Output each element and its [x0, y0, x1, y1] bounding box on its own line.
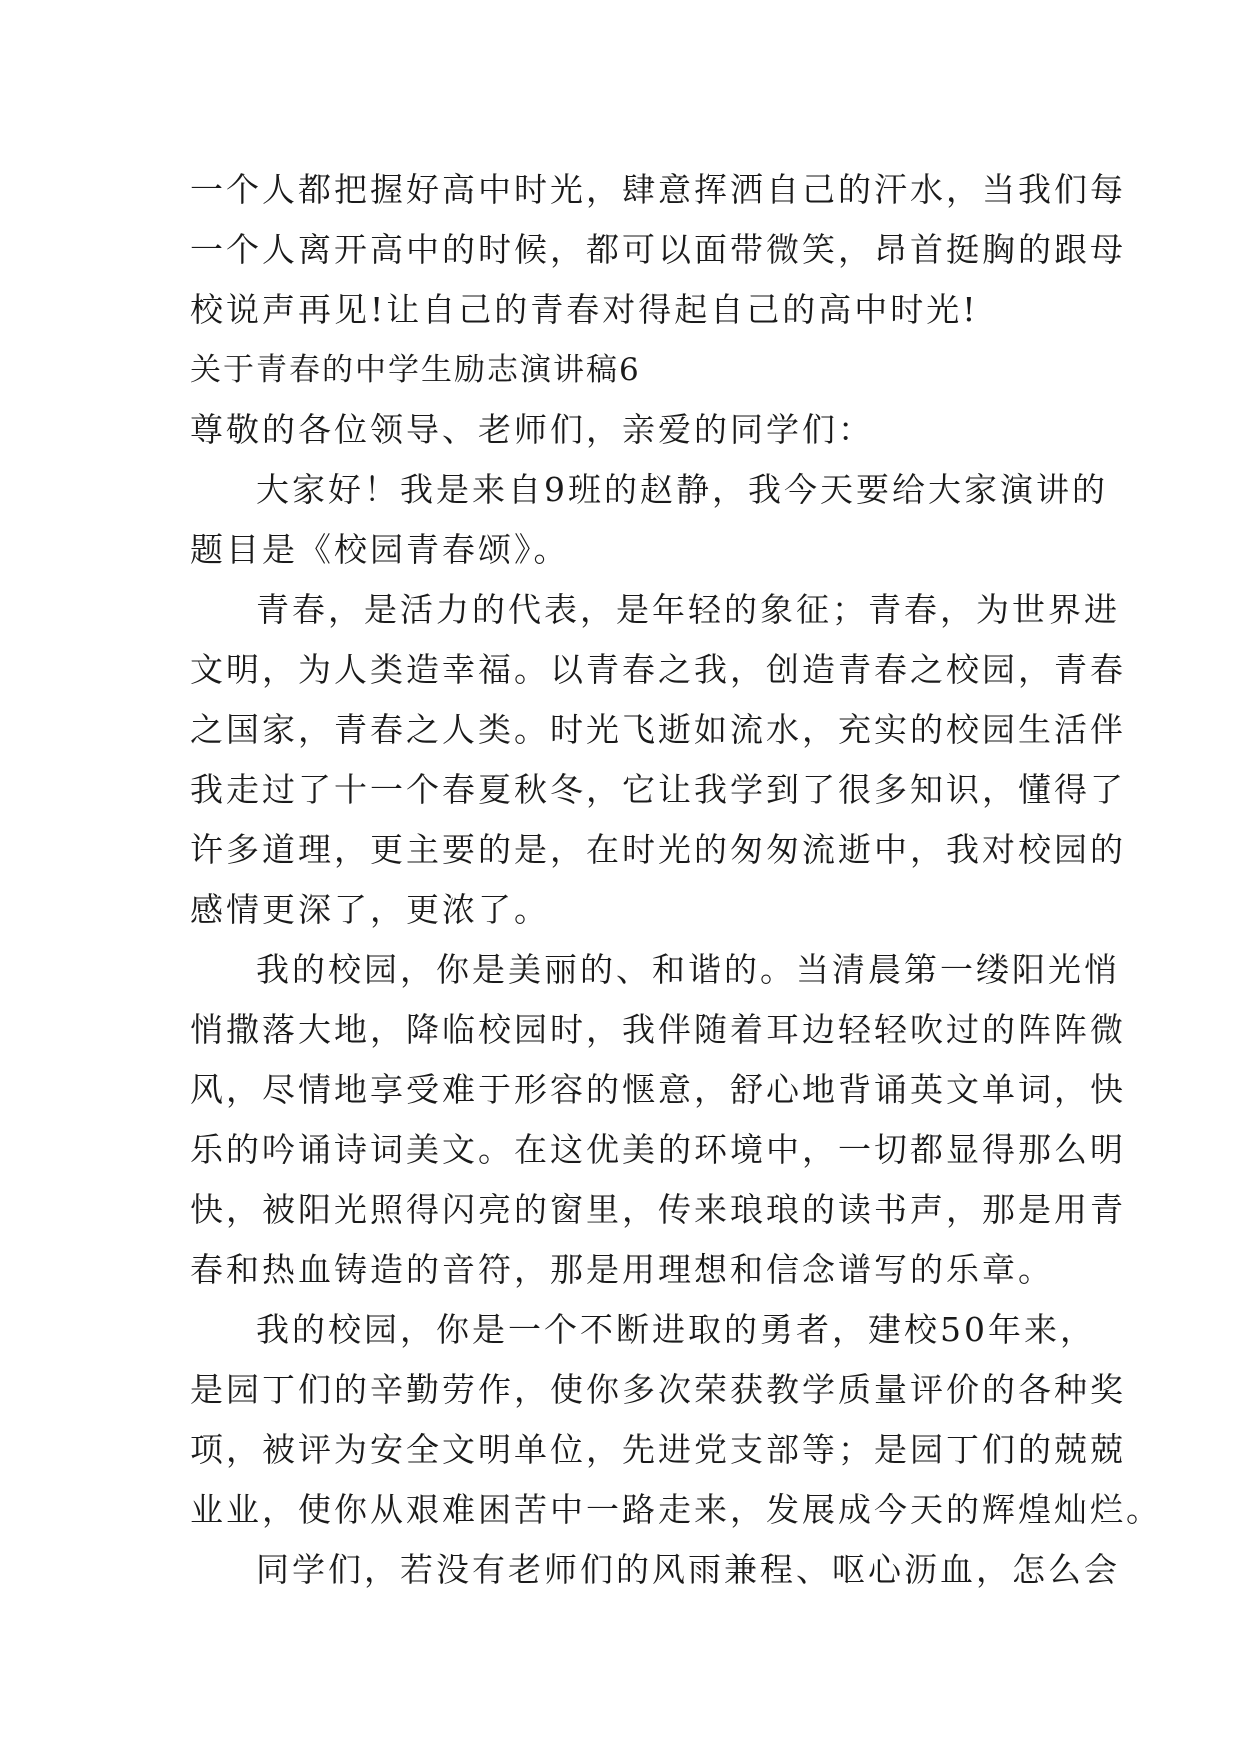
- speech-title: 关于青春的中学生励志演讲稿6: [190, 352, 641, 388]
- text-line: 题目是《校园青春颂》。: [190, 530, 570, 569]
- text-line: 一个人都把握好高中时光，肆意挥洒自己的汗水，当我们每: [190, 170, 1126, 209]
- paragraph: [190, 1540, 1120, 1600]
- text-line: 我的校园，你是美丽的、和谐的。当清晨第一缕阳光悄: [256, 950, 1120, 989]
- text-line: 快，被阳光照得闪亮的窗里，传来琅琅的读书声，那是用青: [190, 1190, 1126, 1229]
- text-line: 我的校园，你是一个不断进取的勇者，建校50年来，: [256, 1310, 1096, 1349]
- document-page: [190, 160, 1162, 1600]
- text-line: 青春，是活力的代表，是年轻的象征；青春，为世界进: [256, 590, 1120, 629]
- text-line: 业业，使你从艰难困苦中一路走来，发展成今天的辉煌灿烂。: [190, 1490, 1162, 1529]
- previous-paragraph: [190, 160, 1126, 340]
- text-line: 大家好！我是来自9班的赵静，我今天要给大家演讲的: [256, 470, 1108, 509]
- text-line: 项，被评为安全文明单位，先进党支部等；是园丁们的兢兢: [190, 1430, 1126, 1469]
- text-line: 之国家，青春之人类。时光飞逝如流水，充实的校园生活伴: [190, 710, 1126, 749]
- paragraph: [190, 460, 1108, 580]
- text-line: 校说声再见!让自己的青春对得起自己的高中时光!: [190, 290, 979, 329]
- paragraph: [190, 940, 1126, 1300]
- text-line: 感情更深了，更浓了。: [190, 890, 550, 929]
- text-line: 乐的吟诵诗词美文。在这优美的环境中，一切都显得那么明: [190, 1130, 1126, 1169]
- paragraph: [190, 1300, 1162, 1540]
- text-line: 是园丁们的辛勤劳作，使你多次荣获教学质量评价的各种奖: [190, 1370, 1126, 1409]
- text-line: 文明，为人类造幸福。以青春之我，创造青春之校园，青春: [190, 650, 1126, 689]
- speech-greeting: 尊敬的各位领导、老师们，亲爱的同学们：: [190, 410, 874, 449]
- text-line: 春和热血铸造的音符，那是用理想和信念谱写的乐章。: [190, 1250, 1054, 1289]
- text-line: 悄撒落大地，降临校园时，我伴随着耳边轻轻吹过的阵阵微: [190, 1010, 1126, 1049]
- text-line: 我走过了十一个春夏秋冬，它让我学到了很多知识，懂得了: [190, 770, 1126, 809]
- text-line: 风，尽情地享受难于形容的惬意，舒心地背诵英文单词，快: [190, 1070, 1126, 1109]
- text-line: 一个人离开高中的时候，都可以面带微笑，昂首挺胸的跟母: [190, 230, 1126, 269]
- text-line: 许多道理，更主要的是，在时光的匆匆流逝中，我对校园的: [190, 830, 1126, 869]
- paragraph: [190, 580, 1126, 940]
- text-line: 同学们，若没有老师们的风雨兼程、呕心沥血，怎么会: [256, 1550, 1120, 1589]
